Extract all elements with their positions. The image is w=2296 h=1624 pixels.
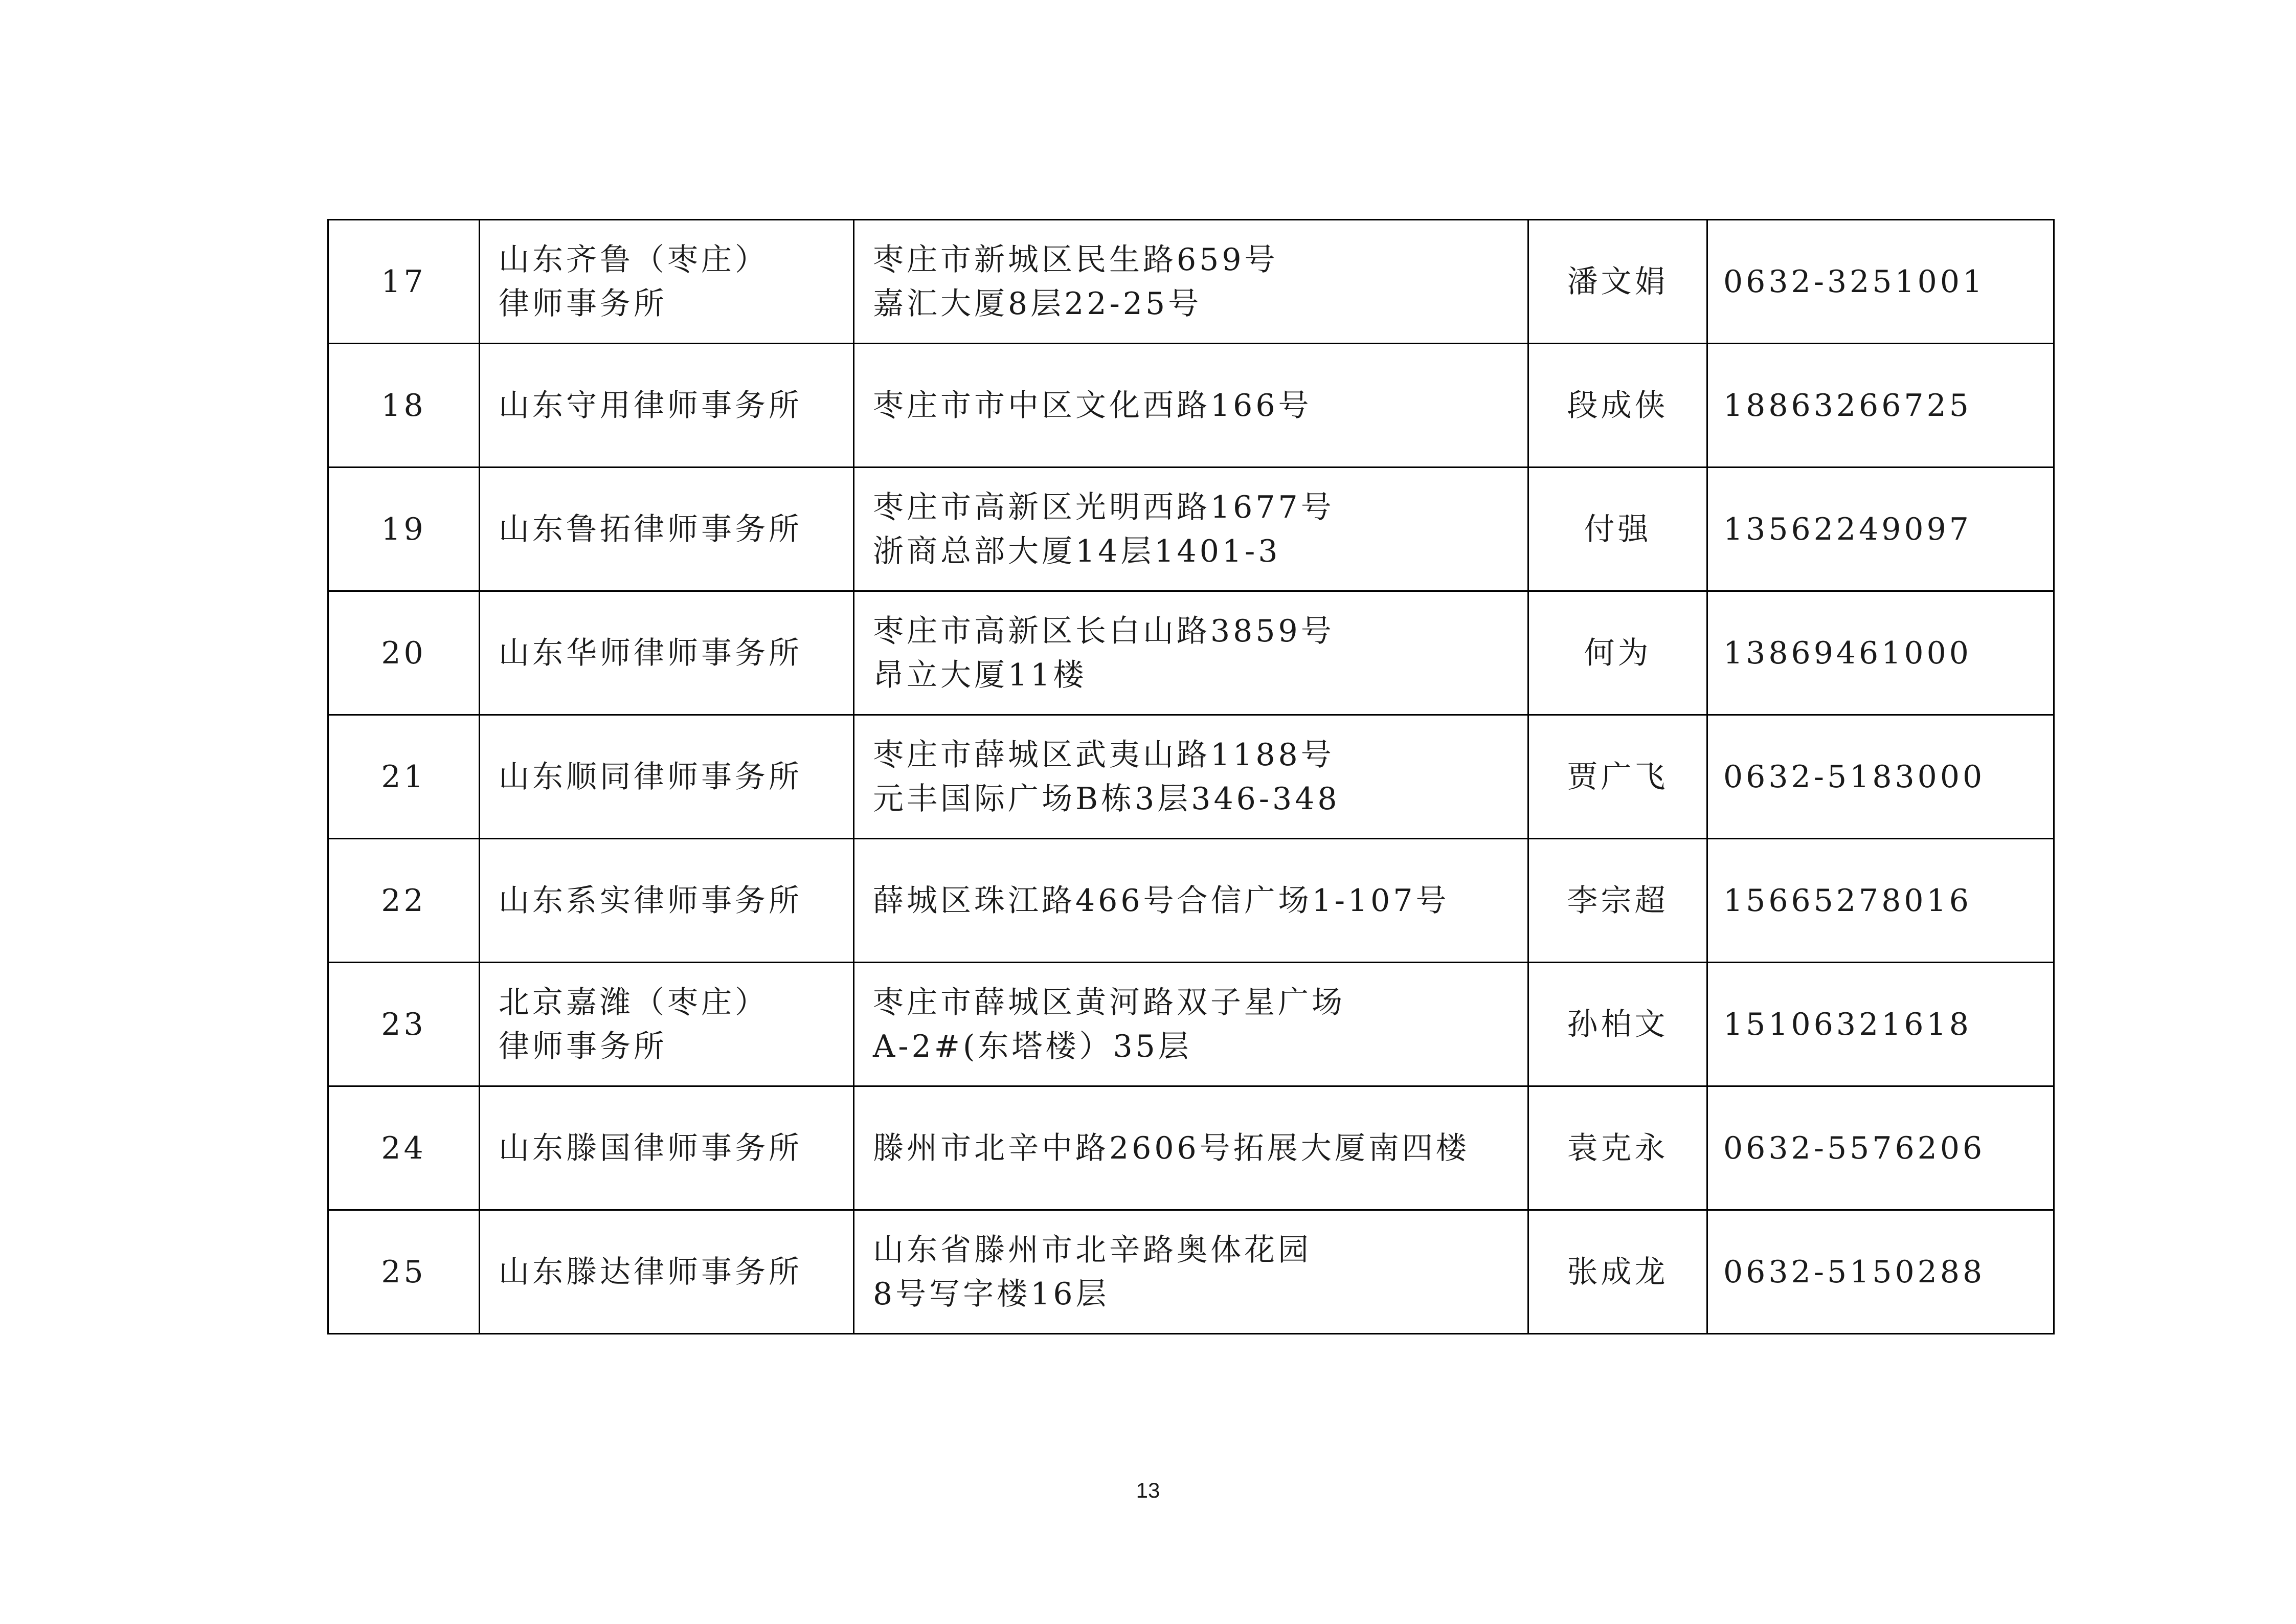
firm-name-cell-line: 山东系实律师事务所 bbox=[499, 882, 802, 919]
firm-name-cell bbox=[480, 344, 854, 468]
firm-name-cell-line: 山东守用律师事务所 bbox=[499, 387, 802, 424]
address-cell-line: 嘉汇大厦8层22-25号 bbox=[873, 285, 1202, 322]
law-firm-table bbox=[327, 219, 2055, 1334]
address-cell bbox=[854, 591, 1528, 715]
table-row bbox=[328, 715, 2054, 839]
table-body bbox=[328, 220, 2054, 1334]
contact-person-cell: 段成侠 bbox=[1528, 344, 1707, 468]
address-cell-line: 山东省滕州市北辛路奥体花园 bbox=[873, 1232, 1312, 1268]
firm-name-cell-line: 山东齐鲁（枣庄） bbox=[499, 241, 769, 278]
address-cell-line: 枣庄市薛城区黄河路双子星广场 bbox=[873, 984, 1345, 1020]
contact-person-cell: 付强 bbox=[1528, 468, 1707, 591]
phone-cell: 0632-5183000 bbox=[1707, 715, 2054, 839]
firm-name-cell-line: 律师事务所 bbox=[499, 285, 667, 322]
address-cell-line: 滕州市北辛中路2606号拓展大厦南四楼 bbox=[873, 1130, 1470, 1166]
address-cell-line: 昂立大厦11楼 bbox=[873, 657, 1087, 693]
contact-person-cell: 何为 bbox=[1528, 591, 1707, 715]
page-number: 13 bbox=[1136, 1478, 1160, 1502]
address-cell-line: 浙商总部大厦14层1401-3 bbox=[873, 533, 1281, 569]
row-number-cell: 21 bbox=[328, 715, 480, 839]
phone-cell: 0632-5576206 bbox=[1707, 1086, 2054, 1210]
row-number-cell: 17 bbox=[328, 220, 480, 344]
table-row bbox=[328, 220, 2054, 344]
address-cell bbox=[854, 1086, 1528, 1210]
phone-cell: 13562249097 bbox=[1707, 468, 2054, 591]
address-cell bbox=[854, 220, 1528, 344]
table-row bbox=[328, 1210, 2054, 1334]
contact-person-cell: 贾广飞 bbox=[1528, 715, 1707, 839]
firm-name-cell-line: 山东滕达律师事务所 bbox=[499, 1254, 802, 1290]
phone-cell: 13869461000 bbox=[1707, 591, 2054, 715]
table-row bbox=[328, 839, 2054, 963]
phone-cell: 15665278016 bbox=[1707, 839, 2054, 963]
firm-name-cell bbox=[480, 839, 854, 963]
address-cell-line: 枣庄市市中区文化西路166号 bbox=[873, 387, 1312, 424]
contact-person-cell: 潘文娟 bbox=[1528, 220, 1707, 344]
row-number-cell: 23 bbox=[328, 963, 480, 1086]
address-cell bbox=[854, 715, 1528, 839]
address-cell-line: 枣庄市薛城区武夷山路1188号 bbox=[873, 737, 1335, 773]
phone-cell: 0632-3251001 bbox=[1707, 220, 2054, 344]
address-cell bbox=[854, 963, 1528, 1086]
firm-name-cell-line: 律师事务所 bbox=[499, 1028, 667, 1064]
firm-name-cell-line: 山东鲁拓律师事务所 bbox=[499, 511, 802, 547]
firm-name-cell-line: 山东滕国律师事务所 bbox=[499, 1130, 802, 1166]
table-row bbox=[328, 963, 2054, 1086]
address-cell-line: 枣庄市新城区民生路659号 bbox=[873, 241, 1278, 278]
row-number-cell: 19 bbox=[328, 468, 480, 591]
firm-name-cell bbox=[480, 468, 854, 591]
row-number-cell: 25 bbox=[328, 1210, 480, 1334]
row-number-cell: 22 bbox=[328, 839, 480, 963]
row-number-cell: 18 bbox=[328, 344, 480, 468]
address-cell bbox=[854, 1210, 1528, 1334]
contact-person-cell: 袁克永 bbox=[1528, 1086, 1707, 1210]
address-cell-line: 枣庄市高新区光明西路1677号 bbox=[873, 489, 1335, 525]
contact-person-cell: 孙柏文 bbox=[1528, 963, 1707, 1086]
address-cell bbox=[854, 468, 1528, 591]
table-row bbox=[328, 344, 2054, 468]
firm-name-cell bbox=[480, 220, 854, 344]
firm-name-cell bbox=[480, 963, 854, 1086]
address-cell-line: 枣庄市高新区长白山路3859号 bbox=[873, 613, 1335, 649]
address-cell bbox=[854, 839, 1528, 963]
firm-name-cell bbox=[480, 591, 854, 715]
contact-person-cell: 李宗超 bbox=[1528, 839, 1707, 963]
firm-name-cell bbox=[480, 715, 854, 839]
phone-cell: 15106321618 bbox=[1707, 963, 2054, 1086]
table-row bbox=[328, 468, 2054, 591]
contact-person-cell: 张成龙 bbox=[1528, 1210, 1707, 1334]
firm-name-cell bbox=[480, 1210, 854, 1334]
row-number-cell: 20 bbox=[328, 591, 480, 715]
table-row bbox=[328, 591, 2054, 715]
address-cell-line: 元丰国际广场B栋3层346-348 bbox=[873, 781, 1340, 817]
address-cell-line: A-2#(东塔楼）35层 bbox=[873, 1028, 1192, 1064]
address-cell bbox=[854, 344, 1528, 468]
phone-cell: 18863266725 bbox=[1707, 344, 2054, 468]
firm-name-cell-line: 山东顺同律师事务所 bbox=[499, 759, 802, 795]
firm-name-cell-line: 山东华师律师事务所 bbox=[499, 635, 802, 671]
address-cell-line: 薛城区珠江路466号合信广场1-107号 bbox=[873, 882, 1450, 919]
phone-cell: 0632-5150288 bbox=[1707, 1210, 2054, 1334]
row-number-cell: 24 bbox=[328, 1086, 480, 1210]
table-row bbox=[328, 1086, 2054, 1210]
firm-name-cell-line: 北京嘉潍（枣庄） bbox=[499, 984, 769, 1020]
address-cell-line: 8号写字楼16层 bbox=[873, 1276, 1110, 1312]
firm-name-cell bbox=[480, 1086, 854, 1210]
